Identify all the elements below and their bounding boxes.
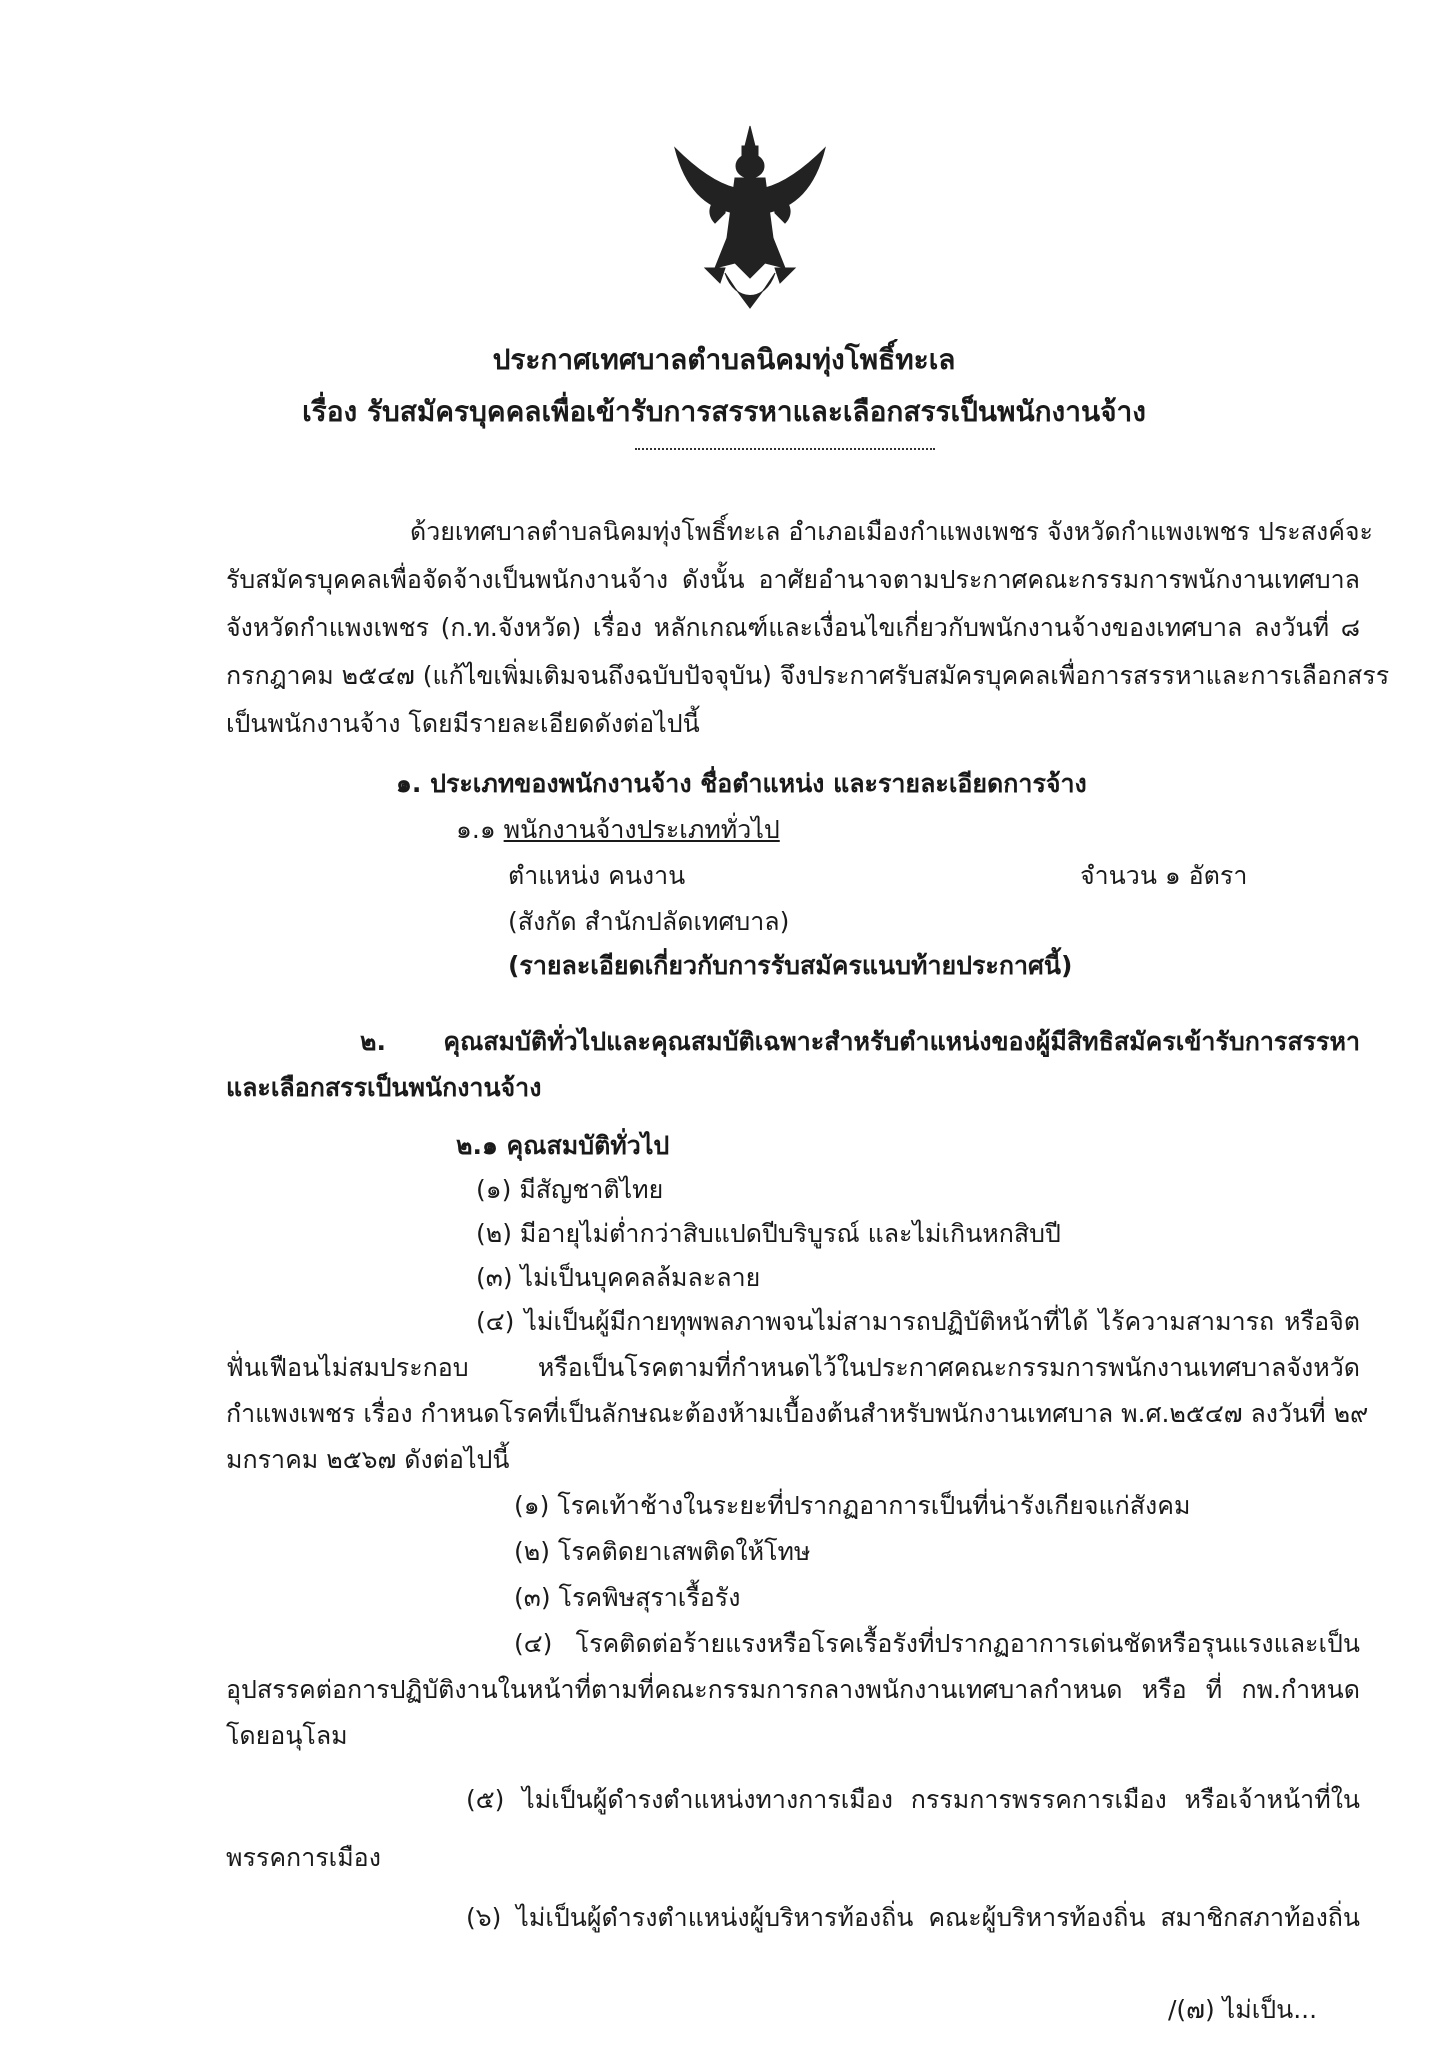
section-2-1-heading: ๒.๑ คุณสมบัติทั่วไป xyxy=(456,1131,670,1160)
qualification-1: (๑) มีสัญชาติไทย xyxy=(476,1175,664,1204)
disease-2: (๒) โรคติดยาเสพติดให้โทษ xyxy=(514,1537,811,1566)
qualification-5-line-2: พรรคการเมือง xyxy=(226,1843,381,1872)
garuda-emblem xyxy=(665,118,835,318)
section-2-heading-2: และเลือกสรรเป็นพนักงานจ้าง xyxy=(226,1073,542,1102)
section-1-1 xyxy=(456,810,780,850)
position-affiliation: (สังกัด สำนักปลัดเทศบาล) xyxy=(508,907,790,936)
qualification-4-line-2: ฟั่นเฟือนไม่สมประกอบ หรือเป็นโรคตามที่กำหนดไว้ในประกาศคณะกรรมการพนักงานเทศบาลจังหวัด xyxy=(226,1353,1360,1382)
disease-4-line-3: โดยอนุโลม xyxy=(226,1721,348,1750)
qualification-3: (๓) ไม่เป็นบุคคลล้มละลาย xyxy=(476,1263,761,1292)
position-detail-note: (รายละเอียดเกี่ยวกับการรับสมัครแนบท้ายประกาศนี้) xyxy=(508,951,1073,980)
disease-1: (๑) โรคเท้าช้างในระยะที่ปรากฏอาการเป็นที่น่ารังเกียจแก่สังคม xyxy=(514,1491,1191,1520)
section-1-1-number: ๑.๑ xyxy=(456,815,504,844)
document-subject: เรื่อง รับสมัครบุคคลเพื่อเข้ารับการสรรหาและเลือกสรรเป็นพนักงานจ้าง xyxy=(302,395,1146,428)
intro-line-2: รับสมัครบุคคลเพื่อจัดจ้างเป็นพนักงานจ้าง ดังนั้น อาศัยอำนาจตามประกาศคณะกรรมการพนักงานเทศบาล xyxy=(226,565,1360,594)
title-separator xyxy=(635,448,935,450)
disease-3: (๓) โรคพิษสุราเรื้อรัง xyxy=(514,1583,741,1612)
document-title: ประกาศเทศบาลตำบลนิคมทุ่งโพธิ์ทะเล xyxy=(492,343,956,376)
intro-line-4: กรกฎาคม ๒๕๔๗ (แก้ไขเพิ่มเติมจนถึงฉบับปัจจุบัน) จึงประกาศรับสมัครบุคคลเพื่อการสรรหาและการเลือกสรร xyxy=(226,661,1390,690)
section-1-heading: ๑. ประเภทของพนักงานจ้าง ชื่อตำแหน่ง และรายละเอียดการจ้าง xyxy=(396,769,1087,798)
position-count: จำนวน ๑ อัตรา xyxy=(1080,861,1248,890)
disease-4-line-1: (๔) โรคติดต่อร้ายแรงหรือโรคเรื้อรังที่ปรากฏอาการเด่นชัดหรือรุนแรงและเป็น xyxy=(514,1629,1360,1658)
intro-line-5: เป็นพนักงานจ้าง โดยมีรายละเอียดดังต่อไปนี้ xyxy=(226,709,700,738)
qualification-2: (๒) มีอายุไม่ต่ำกว่าสิบแปดปีบริบูรณ์ และไม่เกินหกสิบปี xyxy=(476,1219,1061,1248)
qualification-4-line-1: (๔) ไม่เป็นผู้มีกายทุพพลภาพจนไม่สามารถปฏิบัติหน้าที่ได้ ไร้ความสามารถ หรือจิต xyxy=(476,1307,1360,1336)
position-name: ตำแหน่ง คนงาน xyxy=(508,861,686,890)
intro-line-1: ด้วยเทศบาลตำบลนิคมทุ่งโพธิ์ทะเล อำเภอเมืองกำแพงเพชร จังหวัดกำแพงเพชร ประสงค์จะ xyxy=(410,517,1373,546)
qualification-5-line-1: (๕) ไม่เป็นผู้ดำรงตำแหน่งทางการเมือง กรรมการพรรคการเมือง หรือเจ้าหน้าที่ใน xyxy=(466,1785,1360,1814)
qualification-4-line-4: มกราคม ๒๕๖๗ ดังต่อไปนี้ xyxy=(226,1445,510,1474)
section-1-1-title: พนักงานจ้างประเภททั่วไป xyxy=(503,815,780,844)
section-2-heading-1: ๒. คุณสมบัติทั่วไปและคุณสมบัติเฉพาะสำหรับตำแหน่งของผู้มีสิทธิสมัครเข้ารับการสรรหา xyxy=(360,1027,1360,1056)
qualification-4-line-3: กำแพงเพชร เรื่อง กำหนดโรคที่เป็นลักษณะต้องห้ามเบื้องต้นสำหรับพนักงานเทศบาล พ.ศ.๒๕๔๗ ลงวันที่ ๒๙ xyxy=(226,1399,1369,1428)
page-continuation: /(๗) ไม่เป็น... xyxy=(1168,1995,1318,2024)
disease-4-line-2: อุปสรรคต่อการปฏิบัติงานในหน้าที่ตามที่คณะกรรมการกลางพนักงานเทศบาลกำหนด หรือ ที่ กพ.กำหนด xyxy=(226,1675,1360,1704)
qualification-6: (๖) ไม่เป็นผู้ดำรงตำแหน่งผู้บริหารท้องถิ่น คณะผู้บริหารท้องถิ่น สมาชิกสภาท้องถิ่น xyxy=(466,1903,1360,1932)
intro-line-3: จังหวัดกำแพงเพชร (ก.ท.จังหวัด) เรื่อง หลักเกณฑ์และเงื่อนไขเกี่ยวกับพนักงานจ้างของเทศบาล ลงวันที่ ๘ xyxy=(226,613,1360,642)
